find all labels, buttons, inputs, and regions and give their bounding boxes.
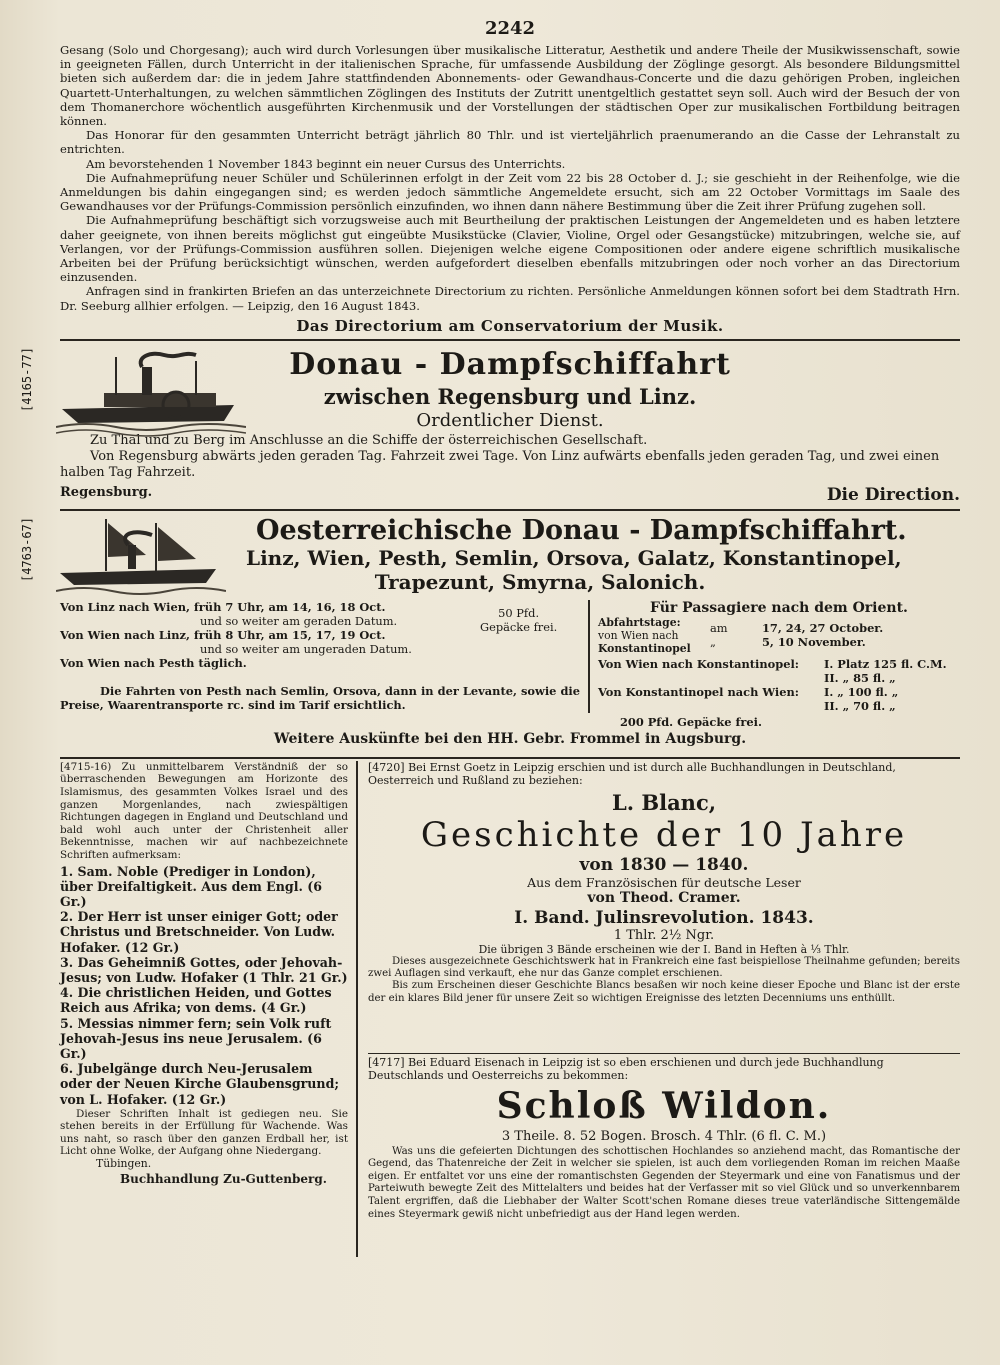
list-item: 2. Der Herr ist unser einiger Gott; oder Christus und Bretschneider. Von Ludw. Hofaker. (12 Gr.)	[60, 909, 338, 955]
ad-id: [4720]	[368, 760, 405, 774]
conservatorium-paragraph: Anfragen sind in frankirten Briefen an das unterzeichnete Directorium zu richten. Persönliche Anmeldungen können sofort bei dem Stadtrath Hrn. Dr. Seeburg allhier erfolgen. — Leipzig, den 16 August 1843.	[60, 284, 960, 313]
schedule-line: und so weiter am geraden Datum.	[200, 613, 398, 628]
fare-price: I. „ 100 fl. „	[824, 684, 899, 699]
blanc-volume: I. Band. Julinsrevolution. 1843.	[514, 907, 814, 928]
list-item: 3. Das Geheimniß Gottes, oder Jehovah-Jesus; von Ludw. Hofaker (1 Thlr. 21 Gr.)	[60, 954, 348, 986]
orient-heading: Für Passagiere nach dem Orient.	[650, 599, 908, 616]
blanc-subtitle: Aus dem Französischen für deutsche Leser	[527, 874, 801, 890]
right-column	[356, 761, 960, 1257]
donau2-more-info: Weitere Auskünfte bei den HH. Gebr. Frommel in Augsburg.	[273, 730, 747, 747]
blanc-years: von 1830 — 1840.	[579, 854, 749, 875]
conservatorium-paragraph: Am bevorstehenden 1 November 1843 beginnt ein neuer Cursus des Unterrichts.	[86, 156, 566, 171]
donau2-route: Trapezunt, Smyrna, Salonich.	[374, 569, 706, 594]
donau2-route: Linz, Wien, Pesth, Semlin, Orsova, Galatz, Konstantinopel,	[246, 545, 902, 570]
conservatorium-paragraph: Die Aufnahmeprüfung neuer Schüler und Schülerinnen erfolgt in der Zeit vom 22 bis 28 October d. J.; sie geschieht in der Reihenfolge, wie die Anmeldungen bis dahin eingegangen sind; es werden jedoch sämmtliche Angemeldete ersucht, sich am 22 October Vormittags im Saale des Gewandhauses vor der Prüfungs-Commission persönlich einzufinden, wo ihnen dann nähere Bestimmung über die Zeit ihrer Prüfung zugehen soll.	[60, 170, 960, 214]
hofaker-place: Tübingen.	[96, 1157, 152, 1171]
conservatorium-signature: Das Directorium am Conservatorium der Musik.	[296, 316, 724, 335]
donau1-line: Zu Thal und zu Berg im Anschlusse an die Schiffe der österreichischen Gesellschaft.	[90, 432, 648, 448]
departure-to: Konstantinopel	[598, 641, 691, 655]
wildon-text: Was uns die gefeierten Dichtungen des schottischen Hochlandes so anziehend macht, das Romantische der Gegend, das Thatenreiche der Zeit in welcher sie spielen, ist auch dem vorliegenden Roman im reichen Maaße eigen. Er entfaltet vor uns eine der romantischsten Gegenden der Steyermark und eine von Fanatismus und der Parteiwuth bewegte Zeit des Mittelalters und beides hat der Verfasser mit so viel Glück und so unverkennbarem Talent ergriffen, daß die Liebhaber der Walter Scott'schen Romane dieses treue vaterländische Sittengemälde eines Steyermark gewiß nicht unbefriedigt aus der Hand legen werden.	[368, 1145, 960, 1220]
ditto-mark: „	[710, 635, 716, 650]
conservatorium-paragraph: Das Honorar für den gesammten Unterricht beträgt jährlich 80 Thlr. und ist vierteljährlich praenumerando an die Casse der Lehranstalt zu entrichten.	[60, 128, 960, 157]
baggage-free: Gepäcke frei.	[480, 619, 558, 634]
hofaker-ad	[60, 761, 356, 1257]
wildon-intro: [4717] Bei Eduard Eisenach in Leipzig ist so eben erschienen und durch jede Buchhandlung Deutschlands und Oesterreichs zu bekommen:	[368, 1055, 884, 1083]
list-item: 1. Sam. Noble (Prediger in London), über Dreifaltigkeit. Aus dem Engl. (6 Gr.)	[60, 863, 322, 910]
blanc-price: 1 Thlr. 2½ Ngr.	[613, 927, 715, 943]
wildon-title: Schloß Wildon.	[496, 1084, 832, 1127]
orient-schedule	[588, 600, 960, 713]
fare-price: II. „ 85 fl. „	[824, 670, 896, 685]
schedule-line: und so weiter am ungeraden Datum.	[200, 641, 412, 656]
blanc-author: L. Blanc,	[611, 789, 717, 815]
list-item: 4. Die christlichen Heiden, und Gottes Reich aus Afrika; von dems. (4 Gr.)	[60, 985, 332, 1016]
donau2-schedule	[60, 600, 588, 713]
ad-id: [4715-16)	[60, 760, 112, 773]
schedule-note: Die Fahrten von Pesth nach Semlin, Orsova, dann in der Levante, sowie die Preise, Waarentransporte rc. sind im Tarif ersichtlich.	[60, 683, 580, 712]
conservatorium-paragraph: Die Aufnahmeprüfung beschäftigt sich vorzugsweise auch mit Beurtheilung der praktischen Leistungen der Angemeldeten und es haben letztere daher geeignete, von ihnen bereits möglichst gut eingeübte Musikstücke (Clavier, Violine, Orgel oder Gesangstücke) mitzubringen, welche sie, auf Verlangen, vor der Prüfungs-Commission ausführen sollen. Diejenigen welche eigene Compositionen oder andere eigene schriftlich musikalische Arbeiten bei der Prüfung berücksichtigt wünschen, werden aufgefordert dieselben ebenfalls mitzubringen oder noch vorher an das Directorium einzusenden.	[60, 213, 960, 285]
divider	[60, 757, 960, 759]
blanc-paragraph: Bis zum Erscheinen dieser Geschichte Blancs besaßen wir noch keine dieser Epoche und Blanc ist der erste der ein klares Bild jener für unsere Zeit so wichtigen Ereignisse des letzten Decenniums uns enthüllt.	[368, 980, 960, 1004]
schedule-line: Von Linz nach Wien, früh 7 Uhr, am 14, 16, 18 Oct.	[60, 599, 386, 614]
page-number: 2242	[484, 18, 536, 39]
departure-from: von Wien nach	[598, 628, 679, 642]
blanc-paragraph: Die übrigen 3 Bände erscheinen wie der I. Band in Heften à ⅓ Thlr.	[478, 942, 850, 956]
blanc-paragraph: Dieses ausgezeichnete Geschichtswerk hat in Frankreich eine fast beispiellose Theilnahme gefunden; bereits zwei Auflagen sind verkauft, ehe nur das Ganze complet erschienen.	[368, 955, 960, 980]
baggage-note: 200 Pfd. Gepäcke frei.	[620, 714, 762, 729]
blanc-intro: [4720] Bei Ernst Goetz in Leipzig erschien und ist durch alle Buchhandlungen in Deutschland, Oesterreich und Rußland zu beziehen:	[368, 760, 896, 788]
ad-id: [4717]	[368, 1055, 405, 1069]
schedule-line: Von Wien nach Linz, früh 8 Uhr, am 15, 17, 19 Oct.	[60, 627, 386, 642]
hofaker-list	[60, 864, 348, 1107]
list-item: 6. Jubelgänge durch Neu-Jerusalem oder der Neuen Kirche Glaubensgrund; von L. Hofaker. (12 Gr.)	[60, 1061, 340, 1107]
blanc-translator: von Theod. Cramer.	[587, 889, 741, 906]
departure-am: am	[710, 621, 728, 636]
donau1-subtitle: zwischen Regensburg und Linz.	[323, 383, 697, 409]
donau1-signature: Die Direction.	[826, 484, 960, 505]
hofaker-outro: Dieser Schriften Inhalt ist gediegen neu. Sie stehen bereits in der Erfüllung für Wachende. Was uns naht, so rasch über den ganzen Erdball her, ist Licht ohne Wolke, der Aufgang ohne Niedergang.	[60, 1107, 348, 1158]
list-item: 5. Messias nimmer fern; sein Volk ruft Jehovah-Jesus ins neue Jerusalem. (6 Gr.)	[60, 1015, 332, 1062]
hofaker-publisher: Buchhandlung Zu-Guttenberg.	[120, 1172, 327, 1187]
donau1-line: Von Regensburg abwärts jeden geraden Tag. Fahrzeit zwei Tage. Von Linz aufwärts ebenfalls jeden geraden Tag, und zwei einen halben Tag Fahrzeit.	[60, 448, 940, 480]
fare-price: II. „ 70 fl. „	[824, 698, 896, 713]
fare-route: Von Konstantinopel nach Wien:	[598, 684, 799, 699]
donau2-title: Oesterreichische Donau - Dampfschiffahrt.	[256, 514, 907, 546]
divider	[60, 509, 960, 511]
donau-oesterreich-ad	[20, 513, 960, 755]
divider	[368, 1053, 960, 1054]
departure-dates: 17, 24, 27 October.	[762, 621, 884, 636]
hofaker-intro: [4715-16) Zu unmittelbarem Verständniß der so überraschenden Bewegungen am Horizonte des Islamismus, des gesammten Volkes Israel und des ganzen Morgenlandes, nach zwiespältigen Richtungen dagegen in England und Deutschland und bald wohl auch unter der Christenheit aller Bekenntnisse, machen wir auf nachbezeichnete Schriften aufmerksam:	[60, 760, 348, 862]
sailing-steamship-icon	[56, 515, 226, 599]
donau1-title: Donau - Dampfschiffahrt	[289, 346, 731, 382]
fare-price: I. Platz 125 fl. C.M.	[824, 656, 947, 671]
baggage-weight: 50 Pfd.	[498, 605, 540, 620]
ad-id: [4763-67]	[20, 516, 34, 582]
divider	[60, 339, 960, 341]
departure-label: Abfahrtstage:	[598, 615, 681, 629]
blanc-title: Geschichte der 10 Jahre	[420, 814, 908, 855]
departure-dates: 5, 10 November.	[762, 635, 866, 650]
fare-route: Von Wien nach Konstantinopel:	[598, 656, 799, 671]
wildon-ad	[368, 1056, 960, 1221]
donau1-place: Regensburg.	[60, 484, 153, 500]
conservatorium-paragraph: Gesang (Solo und Chorgesang); auch wird durch Vorlesungen über musikalische Litteratur, Aesthetik und andere Theile der Musikwissenschaft, sowie in geeigneten Fällen, durch Unterricht in der italienischen Sprache, für umfassende Ausbildung der Zöglinge gesorgt. Als besondere Bildungsmittel bieten sich außerdem dar: die in jedem Jahre stattfindenden Abonnements- oder Gewandhaus-Concerte und die dazu gehörigen Proben, ingleichen Quartett-Unterhaltungen, zu welchen sämmtlichen Zöglingen des Instituts der Zutritt unentgeltlich gestattet seyn soll. Auch wird der Besuch der von dem Thomanerchore wöchentlich ausgeführten Kirchenmusik und der Vorstellungen der städtischen Oper zur musikalischen Fortbildung beitragen können.	[60, 43, 960, 129]
steamship-icon	[56, 347, 246, 437]
ad-id: [4165-77]	[20, 346, 34, 412]
conservatorium-notice	[60, 43, 960, 335]
schedule-line: Von Wien nach Pesth täglich.	[60, 655, 247, 670]
donau-regensburg-ad	[20, 343, 960, 507]
donau1-service: Ordentlicher Dienst.	[416, 409, 604, 431]
blanc-ad	[368, 761, 960, 1051]
wildon-meta: 3 Theile. 8. 52 Bogen. Brosch. 4 Thlr. (6 fl. C. M.)	[501, 1128, 827, 1144]
